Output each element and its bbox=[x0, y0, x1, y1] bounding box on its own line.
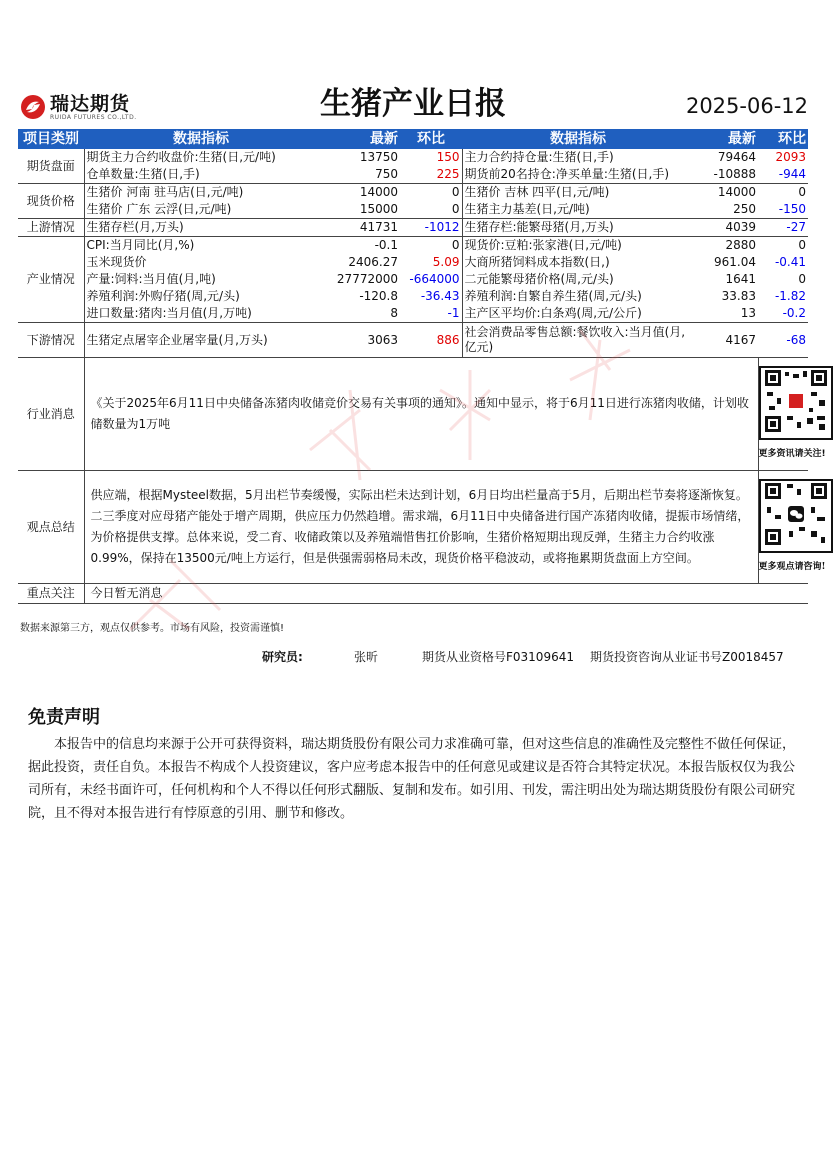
change-right: -0.2 bbox=[782, 306, 806, 320]
latest-left: -0.1 bbox=[318, 237, 400, 255]
view-text: 供应端，根据Mysteel数据，5月出栏节奏缓慢，实际出栏未达到计划，6月日均出栏量高于5月，后期出栏节奏将逐渐恢复。二三季度对应母猪产能处于增产周期，供应压力仍然趋增。需求端，6月11日中央储备进行国产冻猪肉收储，提振市场情绪，为价格提供支撑。总体来说，受二育、收储政策以及养殖端惜售扛价影响，生猪价格短期出现反弹，生猪主力合约收涨0.99%，保持在13500元/吨上方运行，但是供强需弱格局未改，现货价格平稳波动，或将拖累期货盘面上方空间。 bbox=[84, 471, 758, 584]
latest-right: 14000 bbox=[694, 184, 758, 202]
indicator-left: 生猪价 河南 驻马店(日,元/吨) bbox=[84, 184, 318, 202]
latest-right: -10888 bbox=[713, 167, 756, 181]
table-row bbox=[18, 288, 808, 305]
latest-right: 13 bbox=[740, 306, 756, 320]
latest-left: 15000 bbox=[359, 202, 398, 216]
indicator-left: 进口数量:猪肉:当月值(月,万吨) bbox=[86, 306, 252, 320]
change-right: 0 bbox=[758, 237, 808, 255]
header-category: 项目类别 bbox=[18, 129, 84, 149]
latest-left: 2406.27 bbox=[348, 255, 398, 269]
view-label: 观点总结 bbox=[18, 471, 84, 584]
logo-english-name: RUIDA FUTURES CO.,LTD. bbox=[50, 113, 137, 121]
indicator-right: 生猪存栏:能繁母猪(月,万头) bbox=[462, 219, 694, 237]
change-left: 886 bbox=[400, 323, 462, 358]
table-row bbox=[18, 254, 808, 271]
change-left: -1 bbox=[447, 306, 460, 320]
change-right: 0 bbox=[798, 272, 806, 286]
change-left: -36.43 bbox=[420, 289, 460, 303]
focus-text: 今日暂无消息 bbox=[84, 584, 808, 604]
indicator-left: 生猪价 广东 云浮(日,元/吨) bbox=[86, 202, 232, 216]
change-right: -944 bbox=[778, 167, 806, 181]
table-row bbox=[18, 166, 808, 184]
news-qr-cell bbox=[758, 358, 826, 471]
change-left: -664000 bbox=[409, 272, 460, 286]
indicator-left: 仓单数量:生猪(日,手) bbox=[86, 167, 200, 181]
latest-left: 8 bbox=[390, 306, 398, 320]
latest-left: 41731 bbox=[318, 219, 400, 237]
data-source-note: 数据来源第三方，观点仅供参考。市场有风险，投资需谨慎! bbox=[20, 623, 285, 634]
indicator-right: 二元能繁母猪价格(周,元/头) bbox=[462, 271, 694, 288]
report-title: 生猪产业日报 bbox=[320, 86, 506, 122]
indicator-left: 产量:饲料:当月值(月,吨) bbox=[86, 272, 216, 286]
news-qr-caption: 更多资讯请关注! bbox=[758, 448, 826, 459]
change-left: 0 bbox=[400, 237, 462, 255]
indicator-right: 主力合约持仓量:生猪(日,手) bbox=[462, 149, 694, 166]
indicator-left: 生猪存栏(月,万头) bbox=[84, 219, 318, 237]
indicator-right: 社会消费品零售总额:餐饮收入:当月值(月,亿元) bbox=[462, 323, 694, 358]
latest-right: 79464 bbox=[717, 150, 756, 164]
change-left: 150 bbox=[436, 150, 460, 164]
header-indicator-left: 数据指标 bbox=[84, 129, 318, 149]
latest-right: 4167 bbox=[694, 323, 758, 358]
view-row bbox=[18, 471, 808, 584]
category-futures: 期货盘面 bbox=[18, 149, 84, 184]
latest-right: 4039 bbox=[694, 219, 758, 237]
indicator-left: 生猪定点屠宰企业屠宰量(月,万头) bbox=[84, 323, 318, 358]
change-left: 0 bbox=[451, 202, 460, 216]
table-header-row bbox=[18, 129, 808, 149]
indicator-right: 养殖利润:自繁自养生猪(周,元/头) bbox=[462, 288, 694, 305]
table-row bbox=[18, 201, 808, 219]
qr-code-icon bbox=[759, 366, 833, 440]
focus-row bbox=[18, 584, 808, 604]
indicator-left: CPI:当月同比(月,%) bbox=[84, 237, 318, 255]
latest-right: 1641 bbox=[725, 272, 756, 286]
disclaimer-title: 免责声明 bbox=[28, 707, 100, 728]
logo-name: 瑞达期货 bbox=[50, 92, 131, 115]
disclaimer-body: 本报告中的信息均来源于公开可获得资料，瑞达期货股份有限公司力求准确可靠，但对这些信息的准确性及完整性不做任何保证，据此投资，责任自负。本报告不构成个人投资建议，客户应考虑本报告中的任何意见或建议是否符合其特定状况。本报告版权仅为我公司所有，未经书面许可，任何机构和个人不得以任何形式翻版、复制和发布。如引用、刊发，需注明出处为瑞达期货股份有限公司研究院，且不得对本报告进行有悖原意的引用、删节和修改。 bbox=[28, 737, 796, 821]
change-right: -27 bbox=[758, 219, 808, 237]
table-row bbox=[18, 149, 808, 166]
news-label: 行业消息 bbox=[18, 358, 84, 471]
change-right: -1.82 bbox=[774, 289, 806, 303]
data-table bbox=[18, 129, 826, 604]
researcher-label: 研究员: bbox=[262, 650, 303, 664]
news-text: 《关于2025年6月11日中央储备冻猪肉收储竞价交易有关事项的通知》。通知中显示，将于6月11日进行冻猪肉收储，计划收储数量为1万吨 bbox=[84, 358, 758, 471]
indicator-right: 生猪价 吉林 四平(日,元/吨) bbox=[462, 184, 694, 202]
view-qr-cell bbox=[758, 471, 826, 584]
latest-left: 3063 bbox=[318, 323, 400, 358]
indicator-left: 养殖利润:外购仔猪(周,元/头) bbox=[86, 289, 240, 303]
table-row bbox=[18, 219, 808, 237]
table-row bbox=[18, 237, 808, 255]
header-latest-right: 最新 bbox=[694, 129, 758, 149]
indicator-left: 玉米现货价 bbox=[86, 255, 147, 269]
latest-left: 14000 bbox=[318, 184, 400, 202]
change-right: 2093 bbox=[775, 150, 806, 164]
change-right: -68 bbox=[758, 323, 808, 358]
view-qr-caption: 更多观点请咨询! bbox=[758, 561, 826, 572]
category-downstream: 下游情况 bbox=[18, 323, 84, 358]
header-change-right: 环比 bbox=[758, 129, 808, 149]
change-left: 0 bbox=[400, 184, 462, 202]
header-change-left: 环比 bbox=[400, 129, 462, 149]
change-left: -1012 bbox=[400, 219, 462, 237]
latest-right: 2880 bbox=[694, 237, 758, 255]
category-upstream: 上游情况 bbox=[18, 219, 84, 237]
report-date: 2025-06-12 bbox=[685, 94, 808, 118]
indicator-left: 期货主力合约收盘价:生猪(日,元/吨) bbox=[86, 150, 276, 164]
change-right: -0.41 bbox=[774, 255, 806, 269]
latest-right: 33.83 bbox=[721, 289, 756, 303]
change-left: 5.09 bbox=[432, 255, 460, 269]
change-right: 0 bbox=[758, 184, 808, 202]
latest-left: 750 bbox=[375, 167, 398, 181]
researcher-name: 张昕 bbox=[354, 650, 379, 664]
latest-left: 27772000 bbox=[336, 272, 398, 286]
table-row bbox=[18, 271, 808, 288]
futures-qualification: 期货从业资格号F03109641 bbox=[422, 650, 574, 664]
category-industry: 产业情况 bbox=[18, 237, 84, 323]
category-spot: 现货价格 bbox=[18, 184, 84, 219]
indicator-right: 大商所猪饲料成本指数(日,) bbox=[462, 254, 694, 271]
header-latest-left: 最新 bbox=[318, 129, 400, 149]
latest-right: 961.04 bbox=[714, 255, 756, 269]
indicator-right: 现货价:豆粕:张家港(日,元/吨) bbox=[462, 237, 694, 255]
latest-right: 250 bbox=[733, 202, 756, 216]
indicator-right: 主产区平均价:白条鸡(周,元/公斤) bbox=[462, 305, 694, 323]
news-row bbox=[18, 358, 808, 471]
latest-left: 13750 bbox=[359, 150, 398, 164]
table-row bbox=[18, 305, 808, 323]
researcher-line bbox=[262, 648, 784, 665]
advisory-qualification: 期货投资咨询从业证书号Z0018457 bbox=[590, 650, 784, 664]
table-row bbox=[18, 184, 808, 202]
table-row bbox=[18, 323, 808, 358]
indicator-right: 期货前20名持仓:净买单量:生猪(日,手) bbox=[462, 166, 694, 184]
wechat-qr-code-icon bbox=[759, 479, 833, 553]
change-left: 225 bbox=[436, 167, 460, 181]
latest-left: -120.8 bbox=[359, 289, 398, 303]
indicator-right: 生猪主力基差(日,元/吨) bbox=[462, 201, 694, 219]
focus-label: 重点关注 bbox=[18, 584, 84, 604]
header-indicator-right: 数据指标 bbox=[462, 129, 694, 149]
change-right: -150 bbox=[778, 202, 806, 216]
